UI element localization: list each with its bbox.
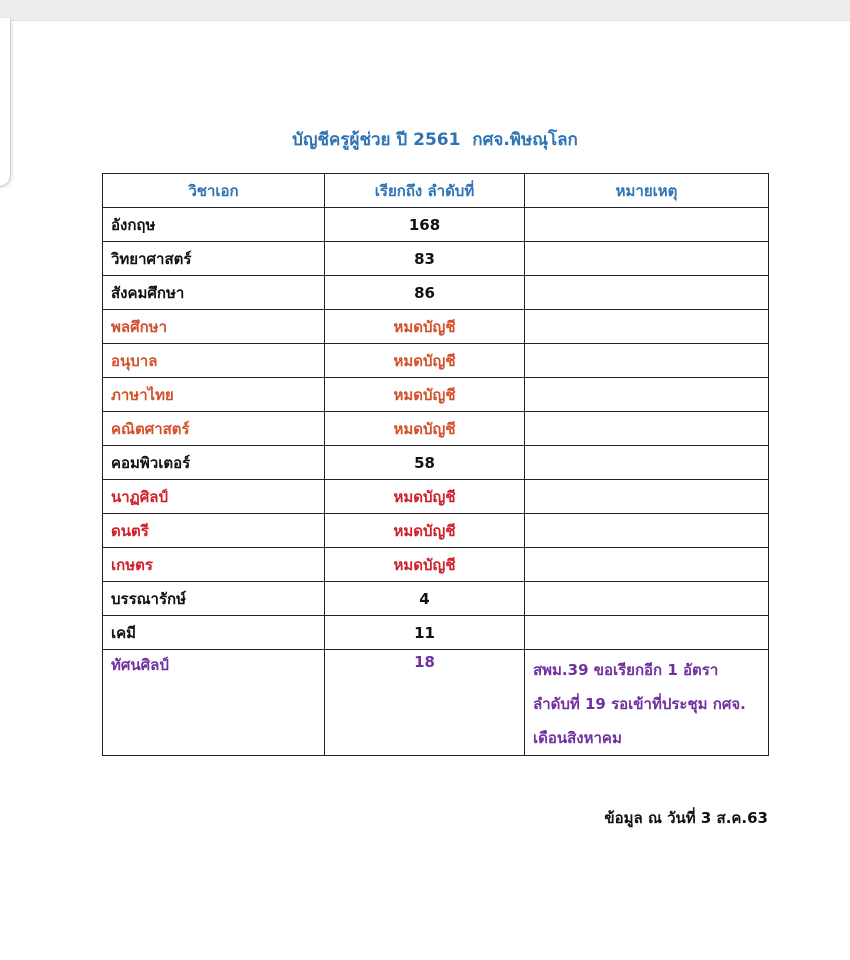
- note-cell: [525, 208, 769, 242]
- rank-cell: 4: [325, 582, 525, 616]
- table-row: [103, 446, 769, 480]
- note-cell: [525, 344, 769, 378]
- data-as-of-note: ข้อมูล ณ วันที่ 3 ส.ค.63: [604, 809, 768, 827]
- note-cell: [525, 514, 769, 548]
- note-cell: [525, 548, 769, 582]
- rank-cell: หมดบัญชี: [325, 548, 525, 582]
- header-note: หมายเหตุ: [525, 174, 769, 208]
- subject-cell: ภาษาไทย: [103, 378, 325, 412]
- rank-cell: หมดบัญชี: [325, 310, 525, 344]
- table-row: [103, 208, 769, 242]
- rank-cell: หมดบัญชี: [325, 480, 525, 514]
- rank-cell: หมดบัญชี: [325, 412, 525, 446]
- subject-cell: สังคมศึกษา: [103, 276, 325, 310]
- subject-cell: คอมพิวเตอร์: [103, 446, 325, 480]
- table-row: [103, 276, 769, 310]
- table-row: [103, 310, 769, 344]
- table-row: [103, 582, 769, 616]
- subject-cell: ทัศนศิลป์: [103, 650, 325, 756]
- note-line: สพม.39 ขอเรียกอีก 1 อัตรา: [533, 661, 719, 679]
- note-cell: [525, 412, 769, 446]
- subject-cell: นาฏศิลป์: [103, 480, 325, 514]
- note-cell: [525, 310, 769, 344]
- rank-cell: 58: [325, 446, 525, 480]
- document-title: บัญชีครูผู้ช่วย ปี 2561 กศจ.พิษณุโลก: [292, 130, 578, 150]
- subject-cell: อนุบาล: [103, 344, 325, 378]
- table-header-row: [103, 174, 769, 208]
- subject-cell: วิทยาศาสตร์: [103, 242, 325, 276]
- subject-cell: เกษตร: [103, 548, 325, 582]
- subject-cell: บรรณารักษ์: [103, 582, 325, 616]
- subject-cell: คณิตศาสตร์: [103, 412, 325, 446]
- note-line: เดือนสิงหาคม: [533, 729, 622, 747]
- note-cell: [525, 242, 769, 276]
- table-row: [103, 480, 769, 514]
- header-rank: เรียกถึง ลำดับที่: [325, 174, 525, 208]
- rank-cell: 11: [325, 616, 525, 650]
- note-line: ลำดับที่ 19 รอเข้าที่ประชุม กศจ.: [533, 695, 746, 713]
- rank-cell: 83: [325, 242, 525, 276]
- note-cell: [525, 480, 769, 514]
- table-row: [103, 242, 769, 276]
- table-row: [103, 548, 769, 582]
- subject-cell: พลศึกษา: [103, 310, 325, 344]
- rank-cell: 168: [325, 208, 525, 242]
- header-subject: วิชาเอก: [103, 174, 325, 208]
- note-cell: [525, 276, 769, 310]
- previous-page-edge: [0, 18, 11, 187]
- rank-cell: หมดบัญชี: [325, 344, 525, 378]
- note-cell: [525, 616, 769, 650]
- note-cell: [525, 378, 769, 412]
- table-row-visual-arts: [103, 650, 769, 756]
- note-cell: [525, 650, 769, 756]
- table-row: [103, 616, 769, 650]
- table-row: [103, 344, 769, 378]
- note-cell: [525, 446, 769, 480]
- rank-cell: หมดบัญชี: [325, 514, 525, 548]
- table-row: [103, 378, 769, 412]
- table-body: [103, 208, 769, 756]
- table-row: [103, 412, 769, 446]
- subject-cell: เคมี: [103, 616, 325, 650]
- teacher-list-table: [102, 173, 769, 756]
- viewer-top-bar: [0, 0, 850, 21]
- rank-cell: 86: [325, 276, 525, 310]
- rank-cell: หมดบัญชี: [325, 378, 525, 412]
- rank-cell: 18: [325, 650, 525, 756]
- subject-cell: อังกฤษ: [103, 208, 325, 242]
- table-row: [103, 514, 769, 548]
- note-cell: [525, 582, 769, 616]
- subject-cell: ดนตรี: [103, 514, 325, 548]
